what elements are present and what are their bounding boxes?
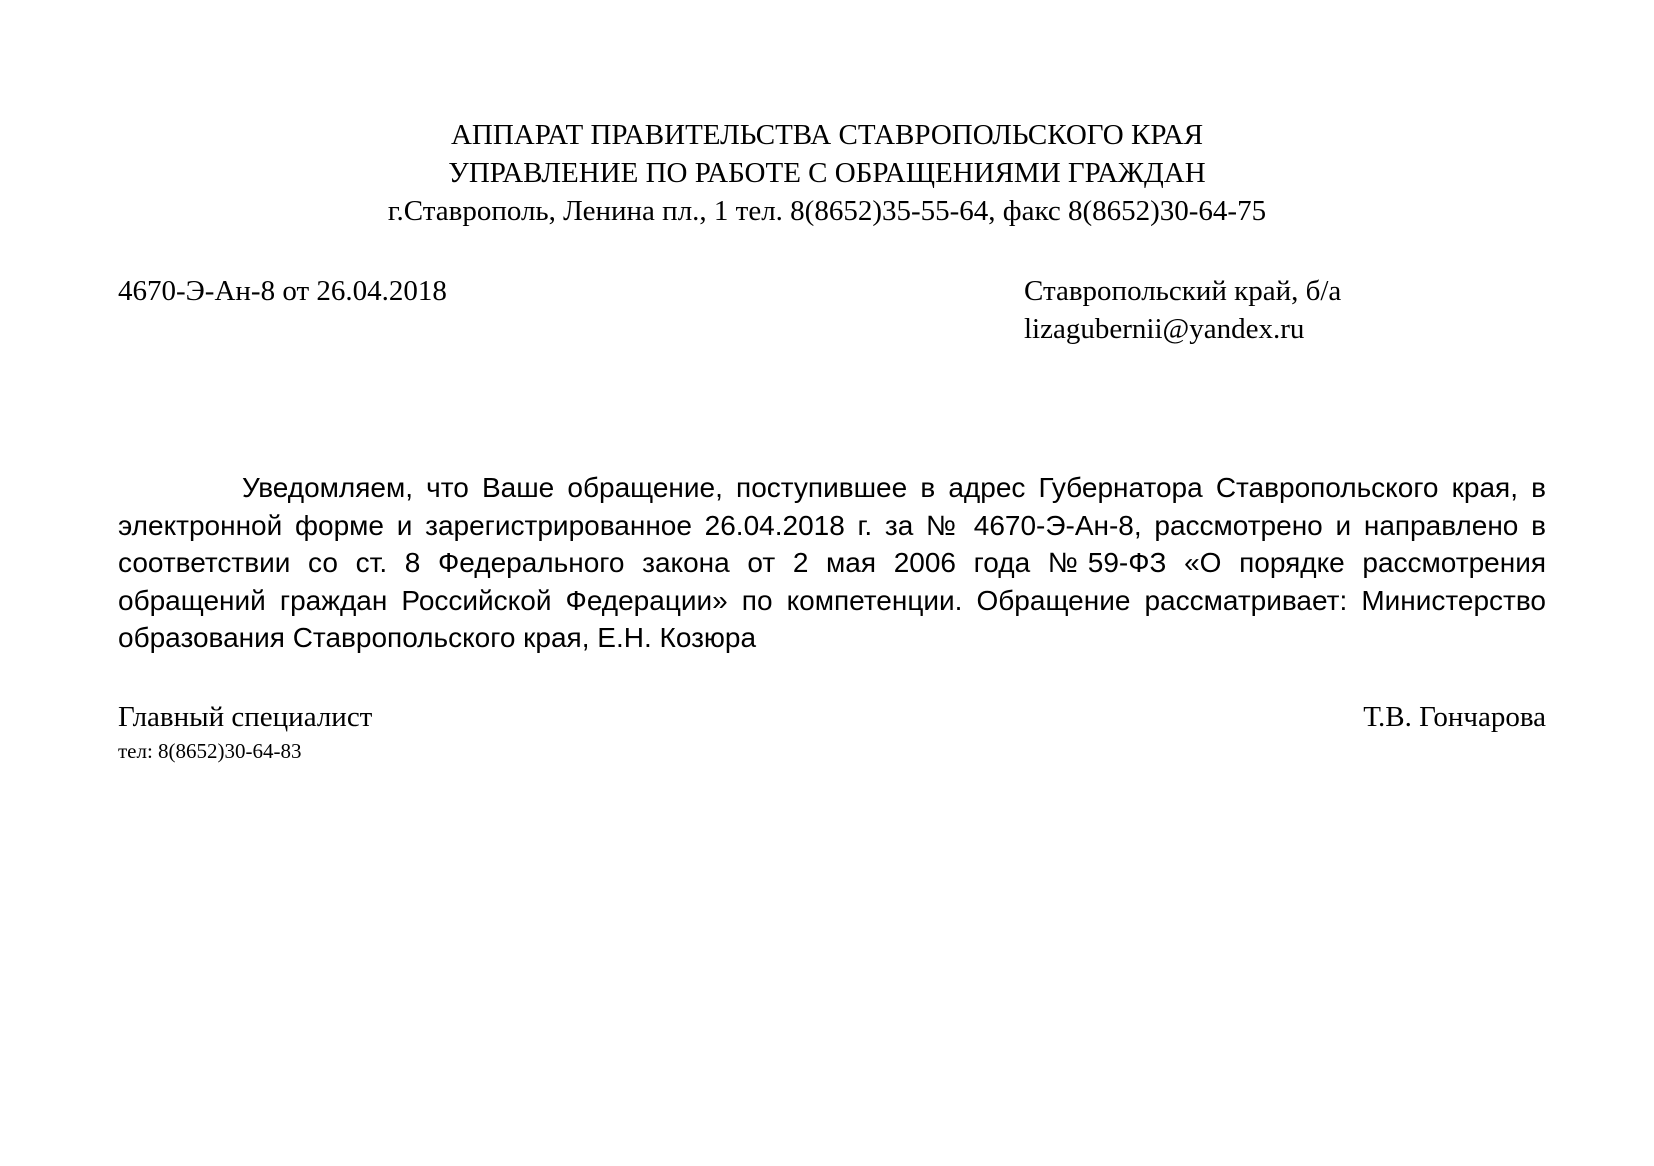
signer-name: Т.В. Гончарова	[1363, 701, 1546, 733]
signer-phone: тел: 8(8652)30-64-83	[118, 739, 302, 763]
letterhead	[0, 116, 1654, 230]
recipient-address: Ставропольский край, б/а	[1024, 275, 1342, 307]
signer-position: Главный специалист	[118, 701, 373, 733]
letterhead-department: УПРАВЛЕНИЕ ПО РАБОТЕ С ОБРАЩЕНИЯМИ ГРАЖДАН	[448, 157, 1206, 189]
recipient-block	[1024, 272, 1341, 348]
recipient-email: lizagubernii@yandex.ru	[1024, 313, 1305, 345]
letterhead-contacts: г.Ставрополь, Ленина пл., 1 тел. 8(8652)35-55-64, факс 8(8652)30-64-75	[387, 195, 1267, 227]
letterhead-organization: АППАРАТ ПРАВИТЕЛЬСТВА СТАВРОПОЛЬСКОГО КРАЯ	[450, 119, 1204, 151]
notification-body: Уведомляем, что Ваше обращение, поступившее в адрес Губернатора Ставропольского края, в электронной форме и зарегистрированное 26.04.2018 г. за № 4670-Э-Ан-8, рассмотрено и направлено в соответствии со ст. 8 Федерального закона от 2 мая 2006 года №59-ФЗ «О порядке рассмотрения обращений граждан Российской Федерации» по компетенции. Обращение рассматривает: Министерство образования Ставропольского края, Е.Н. Козюра	[118, 472, 1546, 653]
registration-number: 4670-Э-Ан-8 от 26.04.2018	[118, 275, 447, 307]
